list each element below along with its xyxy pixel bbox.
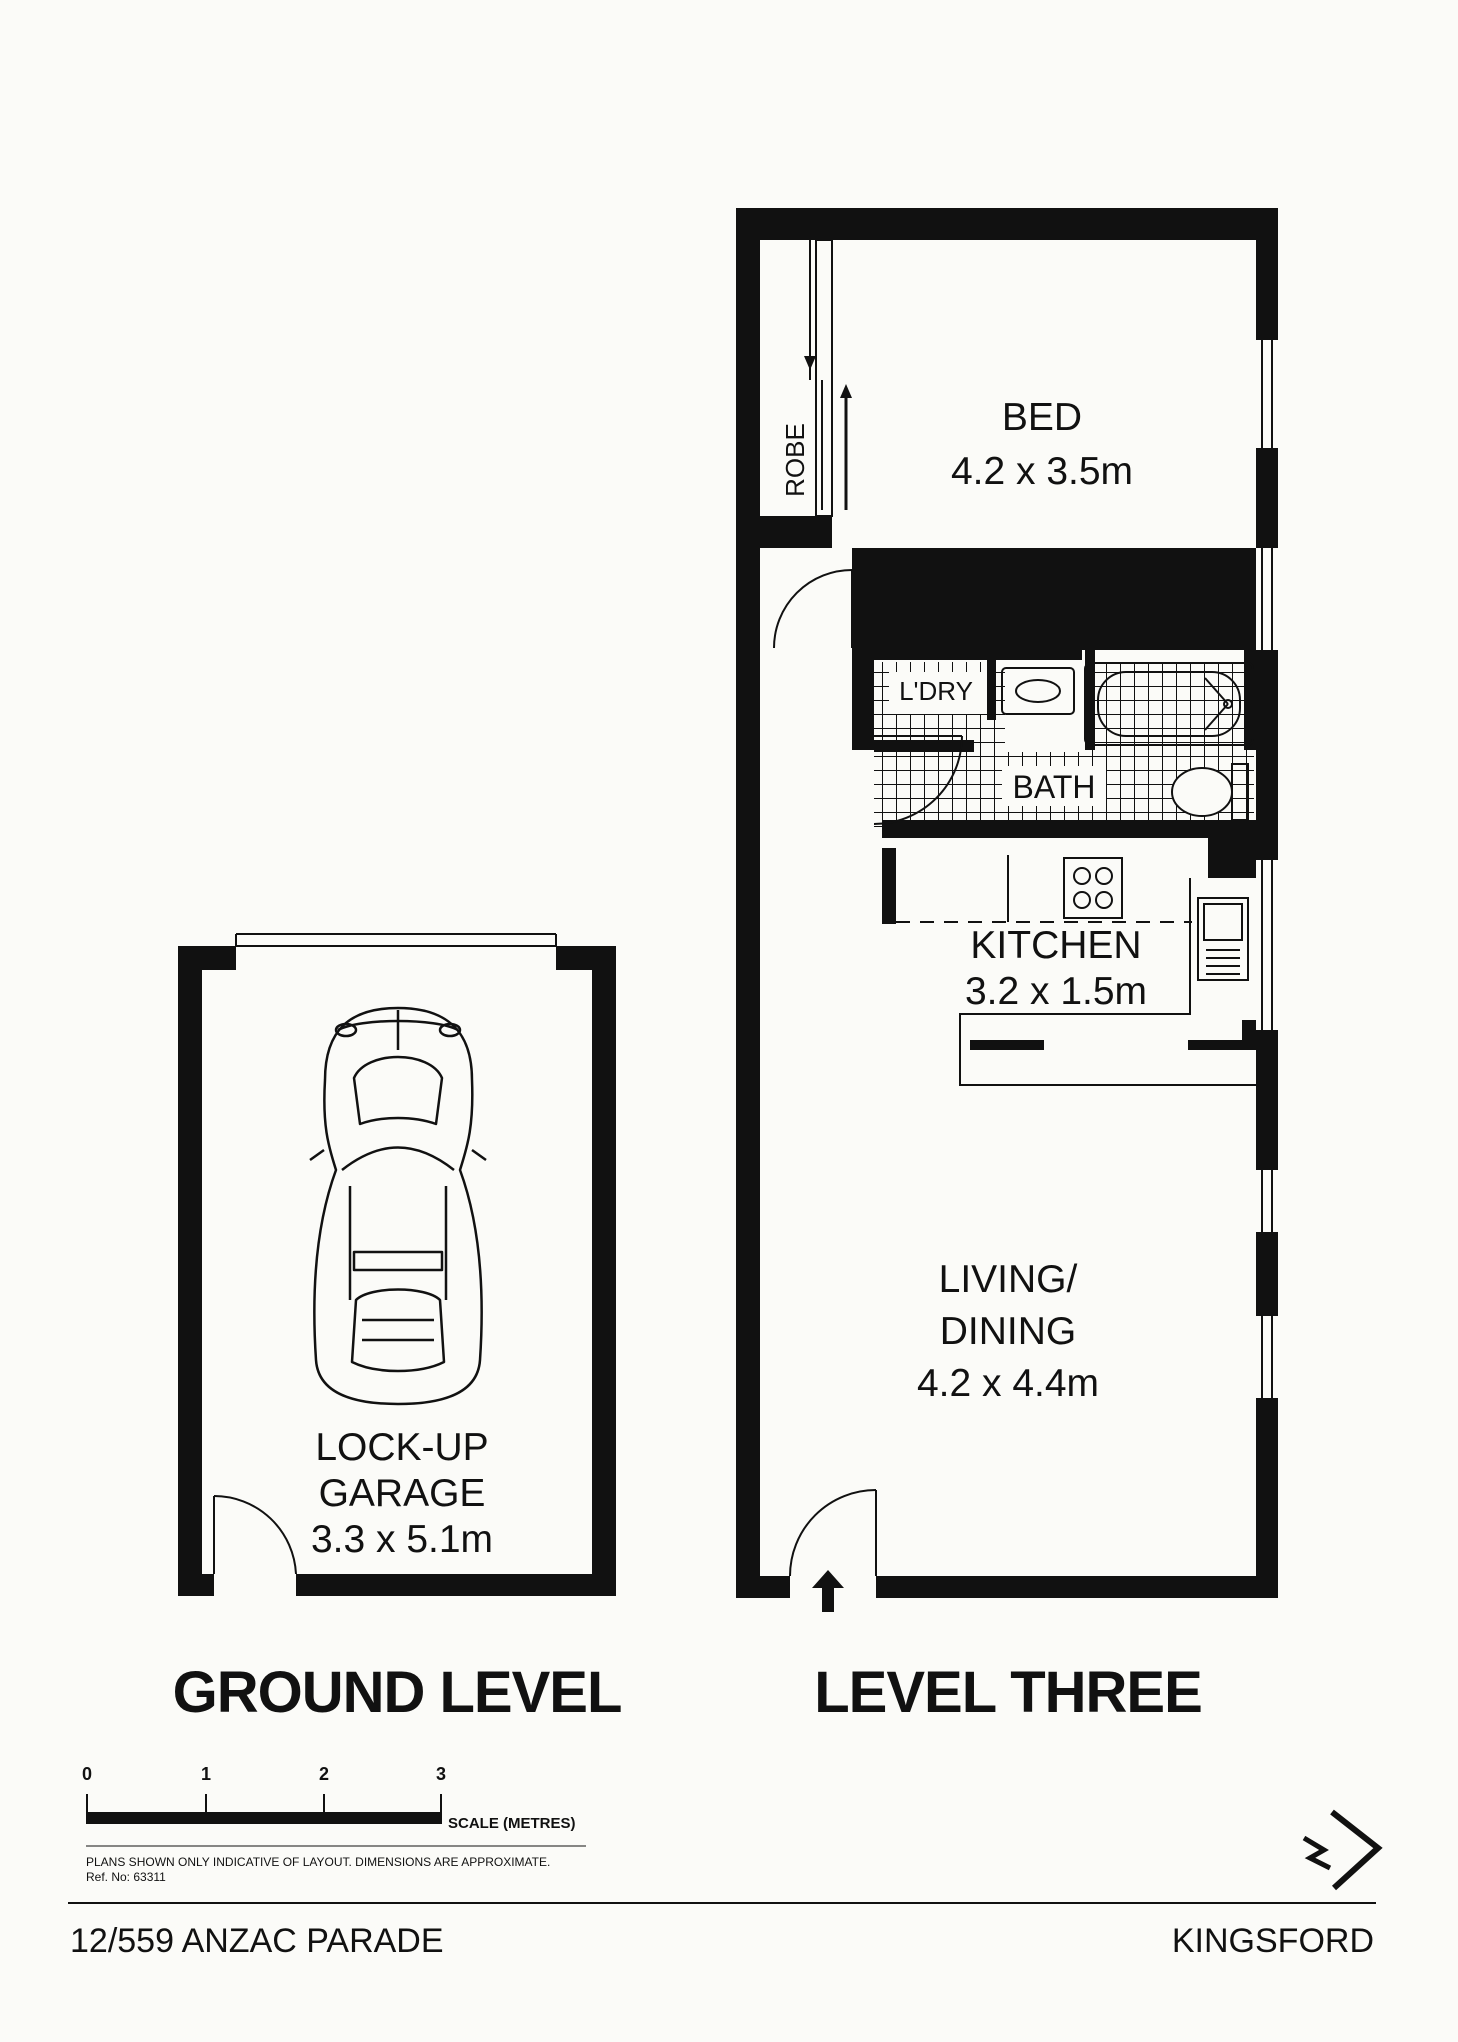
level-three-heading: LEVEL THREE bbox=[814, 1660, 1202, 1725]
laundry-label: L'DRY bbox=[899, 676, 973, 706]
sliding-door-arrow-icon bbox=[804, 356, 816, 370]
living-size: 4.2 x 4.4m bbox=[916, 1362, 1100, 1405]
bath-label: BATH bbox=[1012, 769, 1096, 805]
garage-label-line2: GARAGE bbox=[318, 1472, 486, 1515]
property-address: 12/559 ANZAC PARADE bbox=[70, 1922, 444, 1960]
garage-size: 3.3 x 5.1m bbox=[310, 1518, 494, 1561]
entry-door bbox=[790, 1490, 876, 1576]
north-arrow-icon bbox=[1304, 1812, 1378, 1888]
cooktop-icon bbox=[1064, 858, 1122, 918]
kitchen-size: 3.2 x 1.5m bbox=[964, 970, 1148, 1013]
bed-size: 4.2 x 3.5m bbox=[950, 450, 1134, 493]
property-suburb: KINGSFORD bbox=[1171, 1922, 1374, 1960]
ground-level-heading: GROUND LEVEL bbox=[172, 1660, 622, 1725]
car-icon bbox=[310, 1008, 486, 1404]
bench-marker bbox=[970, 1040, 1044, 1050]
kitchen-label: KITCHEN bbox=[970, 924, 1142, 967]
disclaimer-note: PLANS SHOWN ONLY INDICATIVE OF LAYOUT. DIMENSIONS ARE APPROXIMATE. bbox=[86, 1855, 551, 1869]
bedroom-door bbox=[774, 570, 852, 648]
garage-side-door bbox=[214, 1496, 296, 1574]
scale-tick-0: 0 bbox=[81, 1764, 93, 1784]
scale-bar bbox=[82, 1764, 586, 1846]
robe-label: ROBE bbox=[780, 423, 810, 497]
toilet-icon bbox=[1172, 768, 1232, 816]
garage-label-line1: LOCK-UP bbox=[315, 1426, 489, 1469]
scale-tick-1: 1 bbox=[200, 1764, 212, 1784]
scale-tick-2: 2 bbox=[318, 1764, 330, 1784]
bench-marker bbox=[1188, 1040, 1258, 1050]
living-label-line2: DINING bbox=[939, 1310, 1077, 1353]
reference-number: Ref. No: 63311 bbox=[86, 1870, 166, 1884]
level-headings bbox=[173, 1660, 1202, 1725]
scale-label: SCALE (METRES) bbox=[448, 1815, 576, 1832]
scale-tick-3: 3 bbox=[435, 1764, 447, 1784]
bed-label: BED bbox=[1001, 396, 1083, 439]
living-label-line1: LIVING/ bbox=[938, 1258, 1078, 1301]
entry-arrow-icon bbox=[812, 1570, 844, 1612]
sliding-door-arrow-icon bbox=[840, 384, 852, 398]
